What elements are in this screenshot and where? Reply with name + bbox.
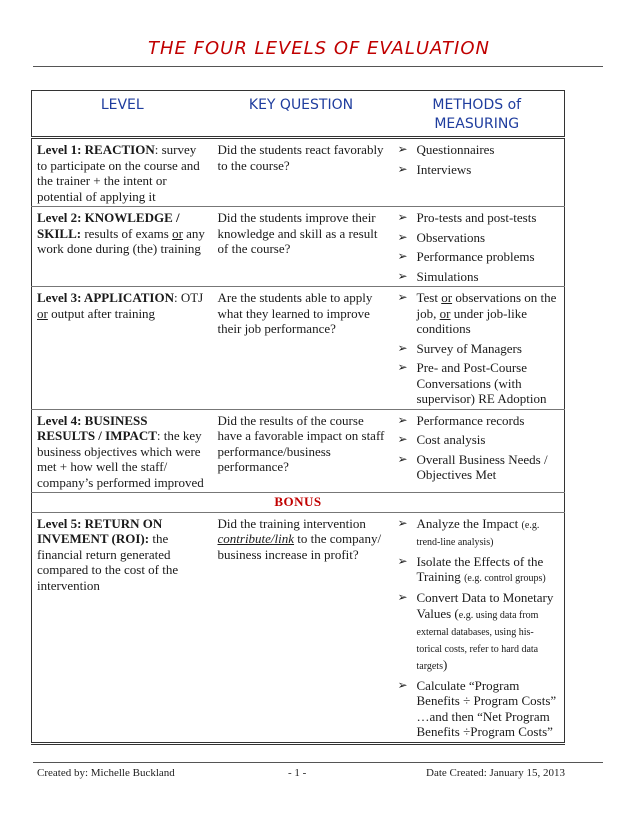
- list-item: [395, 452, 560, 483]
- arrow-bullet-icon: ➢: [397, 142, 408, 156]
- level-description: : the key business objectives which were met + how well the staff/ company’s performed improved: [37, 428, 204, 490]
- question-cell: Did the students improve their knowledge and skill as a result of the course?: [217, 210, 378, 256]
- footer-divider: [33, 762, 603, 763]
- level-cell: [32, 287, 213, 410]
- method-text: Survey of Managers: [416, 340, 522, 356]
- level-cell: [32, 138, 213, 207]
- arrow-bullet-icon: ➢: [397, 515, 408, 530]
- list-item: [395, 210, 560, 226]
- list-item: [395, 554, 560, 587]
- method-note: (e.g. trend-line analysis): [416, 519, 540, 548]
- title-divider: [33, 66, 603, 67]
- table-row: [32, 138, 565, 207]
- bonus-label: BONUS: [32, 493, 565, 513]
- header-methods-line1: METHODS of: [432, 97, 522, 113]
- method-text: under job-like conditions: [416, 305, 528, 336]
- level-description-or: or: [172, 225, 183, 241]
- level-description: results of exams: [81, 225, 173, 241]
- question-cell: Are the students able to apply what they learned to improve their job performance?: [217, 290, 373, 336]
- list-item: [395, 290, 560, 337]
- method-text: Cost analysis: [416, 432, 486, 447]
- method-note: e.g. using data from external databases, using his-torical costs, refer to hard data targets: [416, 609, 539, 672]
- question-cell: Did the results of the course have a favorable impact on staff performance/business performance?: [217, 412, 385, 474]
- level-name: Level 5: RETURN ON INVEMENT (ROI):: [37, 515, 163, 546]
- method-text: Pro-tests and post-tests: [416, 210, 537, 225]
- arrow-bullet-icon: ➢: [397, 249, 408, 263]
- level-description-end: output after training: [47, 305, 156, 321]
- methods-cell: [390, 207, 565, 287]
- level-name: Level 2: KNOWLEDGE / SKILL:: [37, 210, 180, 241]
- method-text: Performance records: [416, 412, 525, 428]
- methods-cell: [390, 512, 565, 743]
- method-text-end: ): [442, 656, 448, 672]
- arrow-bullet-icon: ➢: [397, 161, 408, 176]
- arrow-bullet-icon: ➢: [397, 290, 408, 304]
- level-description: : survey to participate on the course and the trainer + the intent or potential of applying it: [37, 142, 200, 204]
- level-cell: [32, 207, 213, 287]
- level-name: Level 3: APPLICATION: [37, 290, 174, 305]
- header-key-question: KEY QUESTION: [248, 97, 354, 113]
- list-item: [395, 269, 560, 285]
- arrow-bullet-icon: ➢: [397, 210, 408, 224]
- methods-cell: [390, 287, 565, 410]
- question-cell: Did the students react favorably to the course?: [217, 142, 384, 173]
- methods-cell: [390, 409, 565, 493]
- method-text: Analyze the Impact: [416, 515, 522, 531]
- method-text: Performance problems: [416, 249, 535, 264]
- method-text: Isolate the Effects of the Training: [416, 553, 544, 584]
- method-text: Test: [416, 290, 442, 305]
- methods-cell: [390, 138, 565, 207]
- list-item: [395, 249, 560, 265]
- list-item: [395, 590, 560, 674]
- method-text: Calculate “Program Benefits ÷ Program Costs” …and then “Net Program Benefits ÷Program Costs”: [416, 677, 557, 739]
- list-item: [395, 162, 560, 178]
- method-text-or: or: [439, 305, 451, 321]
- method-text: Simulations: [416, 268, 479, 284]
- level-description: : OTJ: [173, 290, 204, 305]
- method-text: Pre- and Post-Course Conversations (with supervisor) RE Adoption: [416, 360, 547, 406]
- footer-page-number: - 1 -: [288, 767, 307, 779]
- table-row: [32, 207, 565, 287]
- list-item: [395, 432, 560, 448]
- method-text-or: or: [441, 290, 453, 305]
- arrow-bullet-icon: ➢: [397, 360, 408, 374]
- list-item: [395, 341, 560, 357]
- footer-author: Created by: Michelle Buckland: [37, 767, 175, 779]
- arrow-bullet-icon: ➢: [397, 590, 408, 604]
- level-description-or: or: [37, 305, 48, 321]
- question-text-end: to the company/ business increase in profit?: [217, 531, 382, 562]
- method-text: Questionnaires: [416, 142, 495, 157]
- arrow-bullet-icon: ➢: [397, 432, 408, 446]
- level-cell: [32, 512, 213, 743]
- list-item: [395, 413, 560, 429]
- table-row: [32, 512, 565, 743]
- method-text: Observations: [416, 229, 486, 245]
- list-item: [395, 142, 560, 158]
- evaluation-table: [31, 90, 565, 745]
- method-text: Convert Data to Monetary Values (: [416, 590, 554, 621]
- method-text: Interviews: [416, 161, 472, 177]
- arrow-bullet-icon: ➢: [397, 412, 408, 427]
- list-item: [395, 230, 560, 246]
- header-methods: [390, 91, 565, 138]
- list-item: [395, 516, 560, 550]
- method-note: (e.g. control groups): [464, 573, 546, 584]
- bonus-row: [32, 493, 565, 513]
- table-row: [32, 287, 565, 410]
- arrow-bullet-icon: ➢: [397, 677, 408, 692]
- level-name: Level 4: BUSINESS RESULTS / IMPACT: [37, 412, 157, 443]
- question-cell: [213, 512, 390, 743]
- list-item: [395, 360, 560, 407]
- method-text: observations on the job,: [416, 290, 557, 321]
- method-text: Overall Business Needs / Objectives Met: [416, 451, 548, 482]
- question-emphasis: contribute/link: [217, 531, 295, 546]
- arrow-bullet-icon: ➢: [397, 553, 408, 568]
- header-level: LEVEL: [100, 97, 144, 113]
- table-row: [32, 409, 565, 493]
- arrow-bullet-icon: ➢: [397, 451, 408, 466]
- level-description-end: any work done during (the) training: [37, 225, 205, 256]
- header-methods-line2: MEASURING: [434, 116, 520, 132]
- arrow-bullet-icon: ➢: [397, 340, 408, 355]
- level-description: the financial return generated compared to the cost of the intervention: [37, 531, 179, 593]
- arrow-bullet-icon: ➢: [397, 229, 408, 244]
- footer-date: Date Created: January 15, 2013: [426, 767, 565, 779]
- level-name: Level 1: REACTION: [37, 142, 155, 157]
- table-header-row: [32, 91, 565, 138]
- arrow-bullet-icon: ➢: [397, 268, 408, 283]
- level-cell: [32, 409, 213, 493]
- question-text: Did the training intervention: [217, 515, 366, 531]
- list-item: [395, 678, 560, 740]
- page-title: THE FOUR LEVELS OF EVALUATION: [148, 38, 490, 59]
